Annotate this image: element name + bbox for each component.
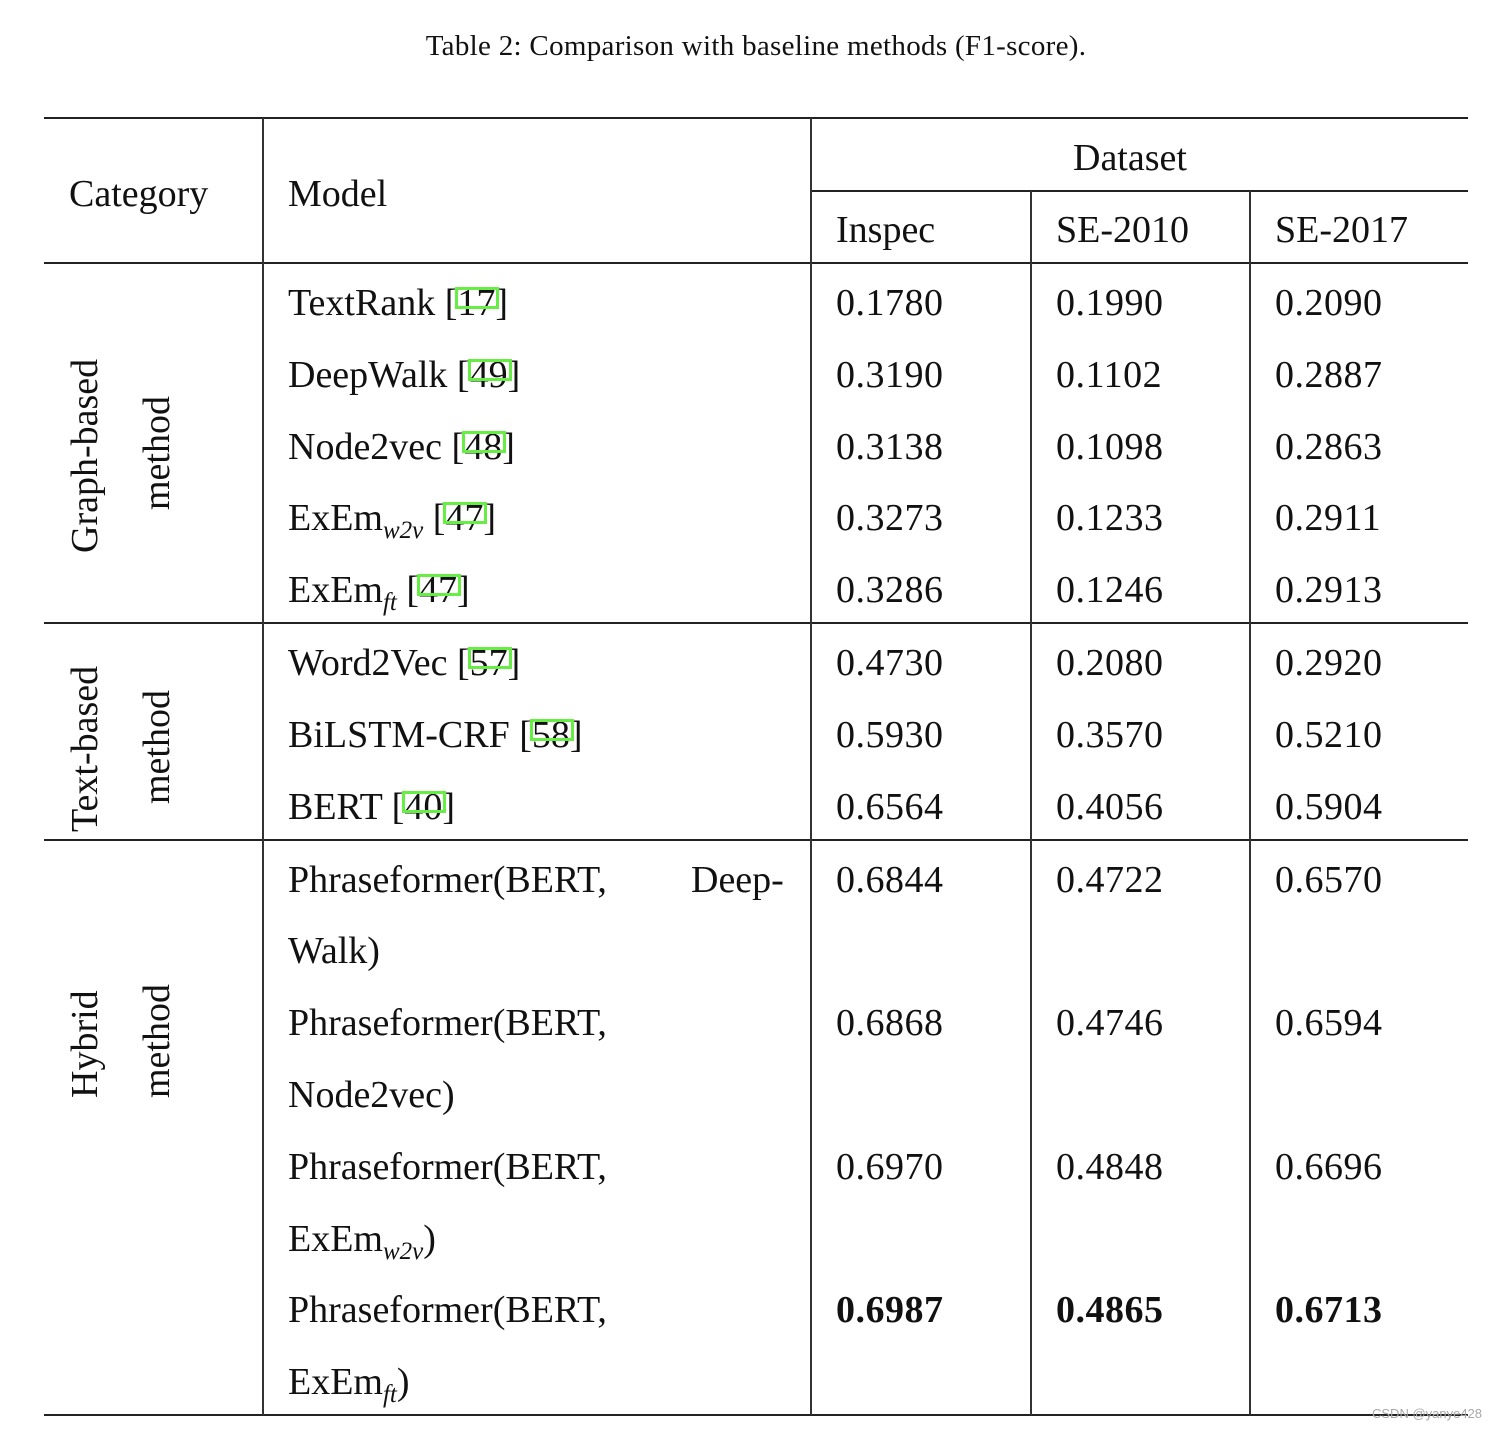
bracket: ] <box>502 426 515 468</box>
score-inspec: 0.5930 <box>836 714 944 756</box>
score-inspec: 0.1780 <box>836 282 944 324</box>
paren-close: ) <box>423 1218 436 1260</box>
score-inspec: 0.6868 <box>836 1002 944 1044</box>
model-name: ExEm <box>288 1361 383 1403</box>
score-se2017: 0.6696 <box>1275 1146 1383 1188</box>
table-row-model-line2 <box>288 1218 436 1265</box>
table-row-model-line2 <box>288 1361 410 1408</box>
citation-number: 49 <box>469 354 508 396</box>
bracket: [ <box>444 282 458 324</box>
score-se2010: 0.4848 <box>1056 1146 1164 1188</box>
header-inspec: Inspec <box>836 209 936 251</box>
citation-highlight-box <box>402 791 446 813</box>
score-se2010: 0.1246 <box>1056 569 1164 611</box>
citation-number: 57 <box>469 642 508 684</box>
model-name: Node2vec <box>288 426 443 468</box>
paren-close: ) <box>396 1361 410 1403</box>
score-se2010: 0.1102 <box>1056 354 1163 396</box>
col-divider-model <box>810 118 812 1415</box>
score-se2017: 0.5904 <box>1275 786 1383 828</box>
model-name: DeepWalk <box>288 354 448 396</box>
citation-number: 47 <box>419 569 458 611</box>
score-inspec: 0.6564 <box>836 786 944 828</box>
citation-highlight-box <box>468 647 512 669</box>
score-se2017: 0.2887 <box>1275 354 1383 396</box>
table-row-model-line1 <box>288 861 607 899</box>
table-row-model <box>288 497 497 544</box>
citation-highlight-box <box>455 287 499 309</box>
table-row-model-line1: Phraseformer(BERT, <box>288 1146 607 1188</box>
table-row-model-line2: Walk) <box>288 930 380 972</box>
table-row-model <box>288 569 470 616</box>
bracket: ] <box>569 714 583 756</box>
bracket: [ <box>519 714 532 756</box>
score-se2010: 0.4722 <box>1056 859 1164 901</box>
score-se2017: 0.2090 <box>1275 282 1383 324</box>
group-label-graph-line2: method <box>136 396 178 510</box>
col-divider-category <box>262 118 264 1415</box>
citation-number: 48 <box>464 426 503 468</box>
score-se2017: 0.5210 <box>1275 714 1383 756</box>
table-row-model <box>288 284 508 322</box>
citation-link[interactable] <box>445 499 483 537</box>
model-name: Word2Vec <box>288 642 448 684</box>
citation-link[interactable] <box>470 644 508 682</box>
top-rule <box>44 117 1468 119</box>
citation-highlight-box <box>417 574 461 596</box>
bracket: ] <box>507 354 521 396</box>
model-name: BiLSTM-CRF <box>288 714 510 756</box>
score-se2010: 0.4746 <box>1056 1002 1164 1044</box>
score-inspec: 0.6844 <box>836 859 944 901</box>
header-rule <box>44 262 1468 264</box>
model-name: ExEm <box>288 1218 383 1260</box>
score-se2010: 0.3570 <box>1056 714 1164 756</box>
table-row-model <box>288 644 520 682</box>
model-subscript: w2v <box>382 517 424 544</box>
bracket: [ <box>456 642 470 684</box>
bracket: [ <box>432 497 446 539</box>
citation-link[interactable] <box>532 716 570 754</box>
bottom-rule <box>44 1414 1468 1416</box>
header-dataset: Dataset <box>1073 137 1187 179</box>
group-label-hybrid-line2: method <box>136 984 178 1098</box>
score-se2017-best: 0.6713 <box>1275 1289 1383 1331</box>
score-se2010: 0.2080 <box>1056 642 1164 684</box>
score-se2010: 0.1098 <box>1056 426 1164 468</box>
score-se2010: 0.1990 <box>1056 282 1164 324</box>
score-inspec: 0.3273 <box>836 497 944 539</box>
citation-link[interactable] <box>404 788 442 826</box>
citation-number: 17 <box>457 282 496 324</box>
citation-highlight-box <box>443 502 487 524</box>
header-se2017: SE-2017 <box>1275 209 1408 251</box>
citation-link[interactable] <box>419 571 457 609</box>
bracket: [ <box>406 569 420 611</box>
score-se2017: 0.2911 <box>1275 497 1382 539</box>
text-hybrid-rule <box>44 839 1468 841</box>
score-se2010-best: 0.4865 <box>1056 1289 1164 1331</box>
score-se2010: 0.1233 <box>1056 497 1164 539</box>
model-name: ExEm <box>288 569 383 611</box>
header-se2010: SE-2010 <box>1056 209 1189 251</box>
table-row-model <box>288 428 515 466</box>
dataset-subrule <box>811 190 1468 192</box>
score-se2017: 0.2913 <box>1275 569 1383 611</box>
score-inspec: 0.3286 <box>836 569 944 611</box>
header-category: Category <box>69 173 209 215</box>
col-divider-se2010 <box>1249 191 1251 1415</box>
group-label-hybrid-line1: Hybrid <box>64 990 106 1098</box>
bracket: [ <box>391 786 405 828</box>
table-row-model <box>288 716 583 754</box>
model-subscript: w2v <box>382 1238 424 1265</box>
score-se2010: 0.4056 <box>1056 786 1164 828</box>
score-inspec: 0.3138 <box>836 426 944 468</box>
score-se2017: 0.2920 <box>1275 642 1383 684</box>
score-inspec: 0.3190 <box>836 354 944 396</box>
group-label-text-line1: Text-based <box>64 665 106 832</box>
model-name: BERT <box>288 786 383 828</box>
header-model: Model <box>288 173 388 215</box>
score-inspec: 0.4730 <box>836 642 944 684</box>
table-row-model-line1: Phraseformer(BERT, <box>288 1002 607 1044</box>
citation-highlight-box <box>462 431 506 453</box>
group-label-text-line2: method <box>136 690 178 804</box>
table-caption: Table 2: Comparison with baseline methods (F1-score). <box>425 30 1087 62</box>
table-row-model-line2: Node2vec) <box>288 1074 455 1116</box>
bracket: [ <box>451 426 465 468</box>
citation-link[interactable] <box>464 428 502 466</box>
bracket: [ <box>456 354 470 396</box>
col-divider-inspec <box>1030 191 1032 1415</box>
table-row-model-line1-cont: Deep- <box>691 859 784 901</box>
score-inspec: 0.6970 <box>836 1146 944 1188</box>
citation-link[interactable] <box>457 284 495 322</box>
table-row-model <box>288 356 520 394</box>
bracket: ] <box>442 786 455 828</box>
table-row-model <box>288 788 455 826</box>
citation-highlight-box <box>530 719 574 741</box>
bracket: ] <box>483 497 497 539</box>
bracket: ] <box>457 569 470 611</box>
bracket: ] <box>507 642 521 684</box>
bracket: ] <box>495 282 509 324</box>
table-row-model-line1: Phraseformer(BERT, <box>288 1289 607 1331</box>
model-name: ExEm <box>288 497 383 539</box>
graph-text-rule <box>44 622 1468 624</box>
model-name: Phraseformer(BERT, <box>288 859 607 901</box>
score-inspec-best: 0.6987 <box>836 1289 944 1331</box>
model-name: TextRank <box>288 282 436 324</box>
group-label-graph-line1: Graph-based <box>64 358 106 553</box>
citation-highlight-box <box>468 359 512 381</box>
score-se2017: 0.2863 <box>1275 426 1383 468</box>
citation-number: 47 <box>445 497 484 539</box>
score-se2017: 0.6594 <box>1275 1002 1383 1044</box>
model-subscript: ft <box>382 589 397 616</box>
citation-number: 40 <box>404 786 443 828</box>
citation-link[interactable] <box>470 356 508 394</box>
model-subscript: ft <box>382 1381 397 1408</box>
score-se2017: 0.6570 <box>1275 859 1383 901</box>
citation-number: 58 <box>531 714 570 756</box>
watermark: CSDN @yanye428 <box>1372 1406 1483 1421</box>
